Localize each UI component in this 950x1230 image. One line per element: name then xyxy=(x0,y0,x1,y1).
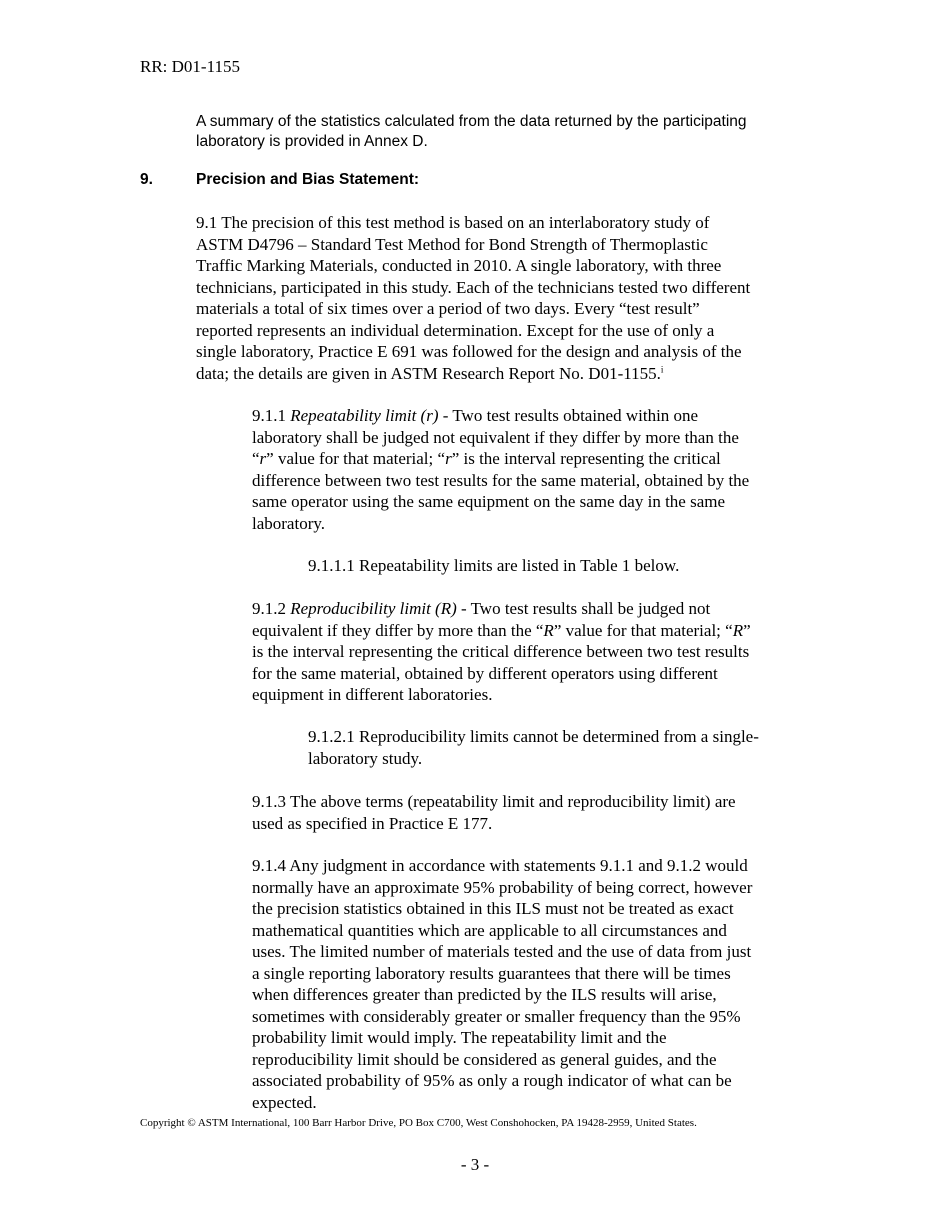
paragraph-line xyxy=(252,405,812,427)
summary-line: A summary of the statistics calculated from the data returned by the participating xyxy=(196,113,747,130)
paragraph-line: is the interval representing the critical difference between two test results xyxy=(252,642,750,661)
paragraph-line: expected. xyxy=(252,1092,317,1112)
paragraph-line: reported represents an individual determination. Except for the use of only a xyxy=(196,320,715,340)
copyright-notice: Copyright © ASTM International, 100 Barr Harbor Drive, PO Box C700, West Conshohocken, PA 19428-2959, United States. xyxy=(140,1117,697,1129)
paragraph-line: uses. The limited number of materials tested and the use of data from just xyxy=(252,942,752,961)
paragraph-line: mathematical quantities which are applicable to all circumstances and xyxy=(252,920,727,940)
paragraph-line: normally have an approximate 95% probability of being correct, however xyxy=(252,877,753,897)
clause-number: 9.1.1 xyxy=(252,406,286,425)
clause-number: 9.1.2 xyxy=(252,599,286,618)
paragraph-9-1 xyxy=(196,212,816,384)
paragraph-line xyxy=(196,363,816,385)
paragraph-line: laboratory study. xyxy=(308,748,423,768)
paragraph-text: equivalent if they differ by more than the “ xyxy=(252,620,544,640)
term-reproducibility-limit: Reproducibility limit (R) xyxy=(290,599,457,618)
paragraph-line: materials a total of six times over a period of two days. Every “test result” xyxy=(196,299,700,318)
section-number: 9. xyxy=(140,171,153,188)
paragraph-line: 9.1.3 The above terms (repeatability limit and reproducibility limit) are xyxy=(252,792,736,811)
footnote-mark[interactable]: i xyxy=(660,363,664,374)
paragraph-line xyxy=(252,598,812,620)
report-id-header: RR: D01-1155 xyxy=(140,57,240,76)
paragraph-text: ” value for that material; “ xyxy=(266,449,446,468)
paragraph-line: 9.1 The precision of this test method is based on an interlaboratory study of xyxy=(196,213,710,232)
symbol-r: r xyxy=(259,449,267,468)
paragraph-line: same operator using the same equipment on the same day in the same xyxy=(252,492,726,511)
paragraph-line xyxy=(252,620,812,642)
paragraph-line: the precision statistics obtained in this ILS must not be treated as exact xyxy=(252,899,734,918)
quote-mark: ” xyxy=(743,620,751,640)
paragraph-line: used as specified in Practice E 177. xyxy=(252,813,493,833)
summary-line: laboratory is provided in Annex D. xyxy=(196,133,428,150)
symbol-R: R xyxy=(543,620,554,640)
paragraph-line: 9.1.1.1 Repeatability limits are listed in Table 1 below. xyxy=(308,556,680,575)
paragraph-line: ASTM D4796 – Standard Test Method for Bond Strength of Thermoplastic xyxy=(196,234,708,254)
paragraph-line xyxy=(252,448,812,470)
paragraph-text: ” value for that material; “ xyxy=(553,620,733,640)
paragraph-line: technicians, participated in this study. Each of the technicians tested two different xyxy=(196,277,751,297)
paragraph-text: - Two test results obtained within one xyxy=(438,406,699,425)
paragraph-line: when differences greater than predicted by the ILS results will arise, xyxy=(252,985,717,1004)
paragraph-line: associated probability of 95% as only a rough indicator of what can be xyxy=(252,1071,732,1090)
paragraph-line: Traffic Marking Materials, conducted in 2010. A single laboratory, with three xyxy=(196,256,722,275)
paragraph-line: a single reporting laboratory results guarantees that there will be times xyxy=(252,963,731,983)
symbol-R: R xyxy=(732,620,744,640)
paragraph-9-1-4 xyxy=(252,855,812,1113)
paragraph-9-1-2-1 xyxy=(308,726,808,769)
quote-mark: “ xyxy=(252,449,260,468)
paragraph-line: single laboratory, Practice E 691 was followed for the design and analysis of the xyxy=(196,342,742,361)
summary-paragraph xyxy=(196,112,826,152)
paragraph-line: for the same material, obtained by different operators using different xyxy=(252,663,718,683)
paragraph-line: sometimes with considerably greater or smaller frequency than the 95% xyxy=(252,1006,741,1026)
section-title: Precision and Bias Statement: xyxy=(196,171,420,188)
paragraph-line: laboratory. xyxy=(252,513,326,533)
paragraph-text: ” is the interval representing the critical xyxy=(451,449,721,468)
paragraph-line: laboratory shall be judged not equivalent if they differ by more than the xyxy=(252,427,739,447)
paragraph-text: - Two test results shall be judged not xyxy=(456,599,711,618)
paragraph-9-1-1 xyxy=(252,405,812,534)
page-number: - 3 - xyxy=(460,1155,490,1174)
paragraph-line: equipment in different laboratories. xyxy=(252,685,493,704)
paragraph-line: 9.1.2.1 Reproducibility limits cannot be determined from a single- xyxy=(308,727,759,746)
paragraph-9-1-3 xyxy=(252,791,812,834)
term-repeatability-limit: Repeatability limit (r) xyxy=(290,406,439,425)
paragraph-9-1-2 xyxy=(252,598,812,706)
paragraph-line: reproducibility limit should be considered as general guides, and the xyxy=(252,1049,717,1069)
paragraph-line: difference between two test results for the same material, obtained by the xyxy=(252,470,750,490)
paragraph-9-1-1-1 xyxy=(308,555,808,577)
symbol-r: r xyxy=(445,449,452,468)
paragraph-line: 9.1.4 Any judgment in accordance with statements 9.1.1 and 9.1.2 would xyxy=(252,856,748,875)
paragraph-line: probability limit would imply. The repeatability limit and the xyxy=(252,1028,667,1047)
paragraph-text: data; the details are given in ASTM Research Report No. D01-1155. xyxy=(196,363,661,383)
